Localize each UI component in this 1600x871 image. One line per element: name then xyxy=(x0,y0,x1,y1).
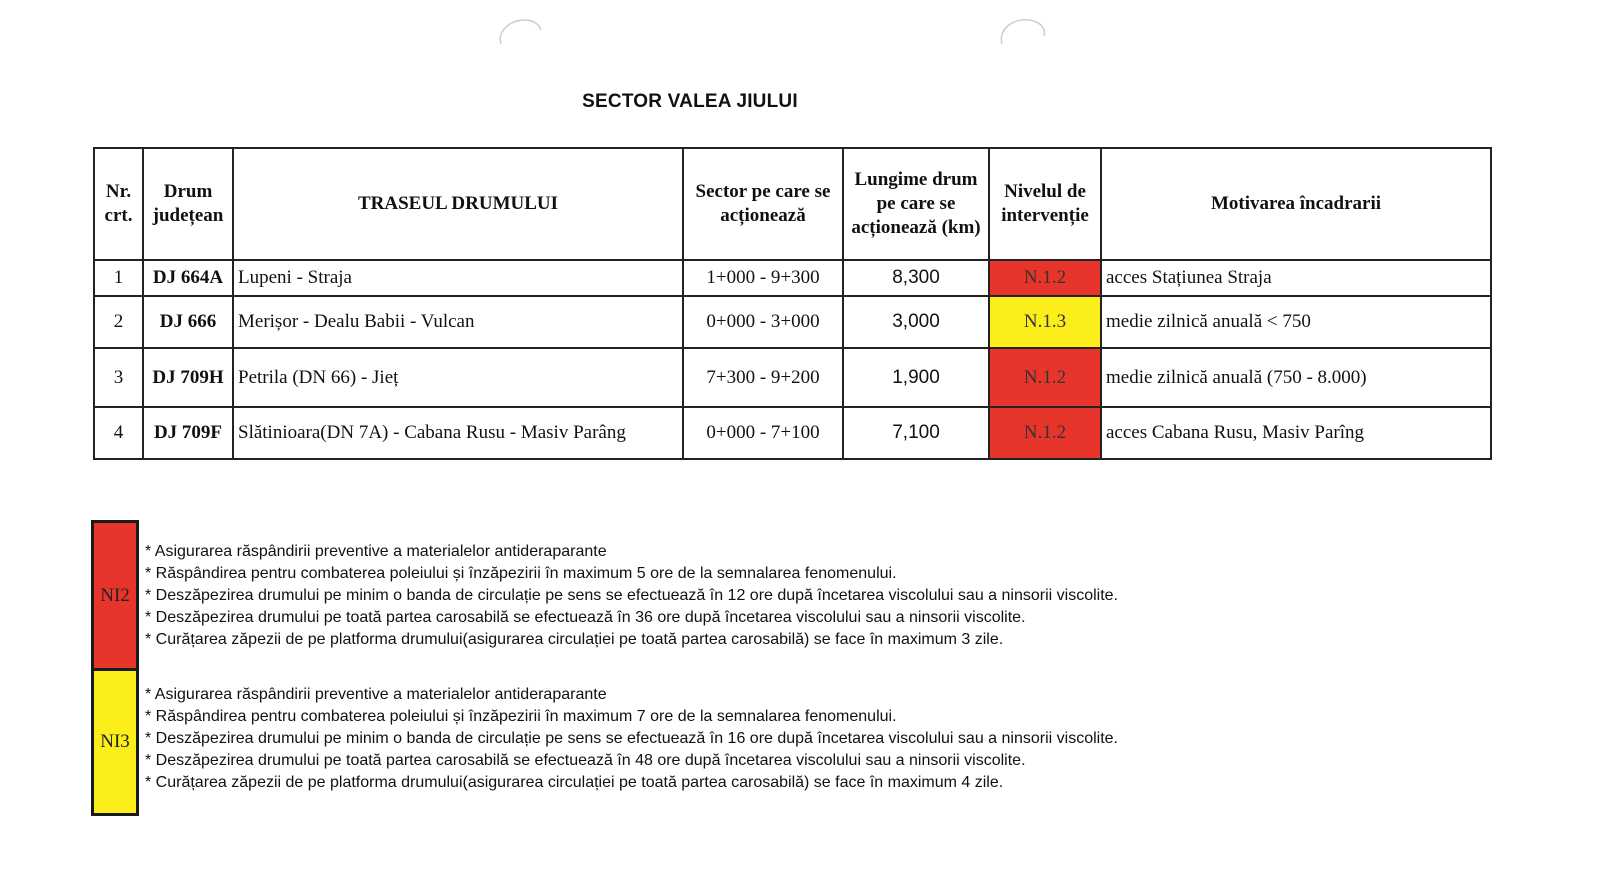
cell-lungime: 7,100 xyxy=(843,407,989,459)
cell-nr: 3 xyxy=(94,348,143,407)
table-row xyxy=(94,260,1491,296)
legend-note: * Răspândirea pentru combaterea poleiului și înzăpezirii în maximum 7 ore de la semnalarea fenomenului. xyxy=(145,708,897,725)
table-header-row xyxy=(94,148,1491,260)
legend-notes-ni3 xyxy=(145,684,1445,794)
cell-drum: DJ 666 xyxy=(143,296,233,348)
legend-note: * Asigurarea răspândirii preventive a materialelor antideraparante xyxy=(145,543,607,560)
table-row xyxy=(94,296,1491,348)
cell-motivare: acces Stațiunea Straja xyxy=(1101,260,1491,296)
legend-note: * Deszăpezirea drumului pe minim o banda de circulație pe sens se efectuează în 16 ore după încetarea viscolului sau a ninsorii viscolite. xyxy=(145,730,1118,747)
legend-note: * Asigurarea răspândirii preventive a materialelor antideraparante xyxy=(145,686,607,703)
legend-note: * Deszăpezirea drumului pe toată partea carosabilă se efectuează în 36 ore după încetarea viscolului sau a ninsorii viscolite. xyxy=(145,609,1026,626)
legend-note: * Curățarea zăpezii de pe platforma drumului(asigurarea circulației pe toată partea carosabilă) se face în maximum 3 zile. xyxy=(145,631,1004,648)
cell-nivel: N.1.2 xyxy=(989,407,1101,459)
header-nivel: Nivelul de intervenție xyxy=(989,148,1101,260)
cell-sector: 0+000 - 3+000 xyxy=(683,296,843,348)
cell-sector: 1+000 - 9+300 xyxy=(683,260,843,296)
header-traseu: TRASEUL DRUMULUI xyxy=(233,148,683,260)
cell-traseu: Merișor - Dealu Babii - Vulcan xyxy=(233,296,683,348)
header-drum: Drum județean xyxy=(143,148,233,260)
legend-swatch-ni2: NI2 xyxy=(91,520,139,668)
header-motivare: Motivarea încadrarii xyxy=(1101,148,1491,260)
cell-traseu: Lupeni - Straja xyxy=(233,260,683,296)
table-row xyxy=(94,348,1491,407)
cell-motivare: medie zilnică anuală (750 - 8.000) xyxy=(1101,348,1491,407)
punch-hole-mark xyxy=(495,14,551,48)
cell-lungime: 1,900 xyxy=(843,348,989,407)
cell-sector: 7+300 - 9+200 xyxy=(683,348,843,407)
punch-hole-mark xyxy=(996,14,1052,48)
cell-drum: DJ 709F xyxy=(143,407,233,459)
legend-note: * Deszăpezirea drumului pe toată partea carosabilă se efectuează în 48 ore după încetarea viscolului sau a ninsorii viscolite. xyxy=(145,752,1026,769)
roads-table xyxy=(93,147,1492,460)
cell-traseu: Slătinioara(DN 7A) - Cabana Rusu - Masiv Parâng xyxy=(233,407,683,459)
legend-note: * Deszăpezirea drumului pe minim o banda de circulație pe sens se efectuează în 12 ore după încetarea viscolului sau a ninsorii viscolite. xyxy=(145,587,1118,604)
cell-nivel: N.1.2 xyxy=(989,260,1101,296)
header-lungime: Lungime drum pe care se acționează (km) xyxy=(843,148,989,260)
cell-drum: DJ 664A xyxy=(143,260,233,296)
cell-nr: 1 xyxy=(94,260,143,296)
header-sector: Sector pe care se acționează xyxy=(683,148,843,260)
legend-swatch-ni3: NI3 xyxy=(91,668,139,816)
cell-sector: 0+000 - 7+100 xyxy=(683,407,843,459)
cell-nivel: N.1.2 xyxy=(989,348,1101,407)
cell-motivare: medie zilnică anuală < 750 xyxy=(1101,296,1491,348)
cell-traseu: Petrila (DN 66) - Jieț xyxy=(233,348,683,407)
cell-nivel: N.1.3 xyxy=(989,296,1101,348)
cell-lungime: 3,000 xyxy=(843,296,989,348)
legend-notes-ni2 xyxy=(145,541,1445,651)
legend-note: * Răspândirea pentru combaterea poleiului și înzăpezirii în maximum 5 ore de la semnalarea fenomenului. xyxy=(145,565,897,582)
cell-drum: DJ 709H xyxy=(143,348,233,407)
cell-motivare: acces Cabana Rusu, Masiv Parîng xyxy=(1101,407,1491,459)
page-title: SECTOR VALEA JIULUI xyxy=(582,91,798,112)
legend-note: * Curățarea zăpezii de pe platforma drumului(asigurarea circulației pe toată partea carosabilă) se face în maximum 4 zile. xyxy=(145,774,1004,791)
cell-nr: 4 xyxy=(94,407,143,459)
cell-lungime: 8,300 xyxy=(843,260,989,296)
cell-nr: 2 xyxy=(94,296,143,348)
header-nr: Nr. crt. xyxy=(94,148,143,260)
table-row xyxy=(94,407,1491,459)
